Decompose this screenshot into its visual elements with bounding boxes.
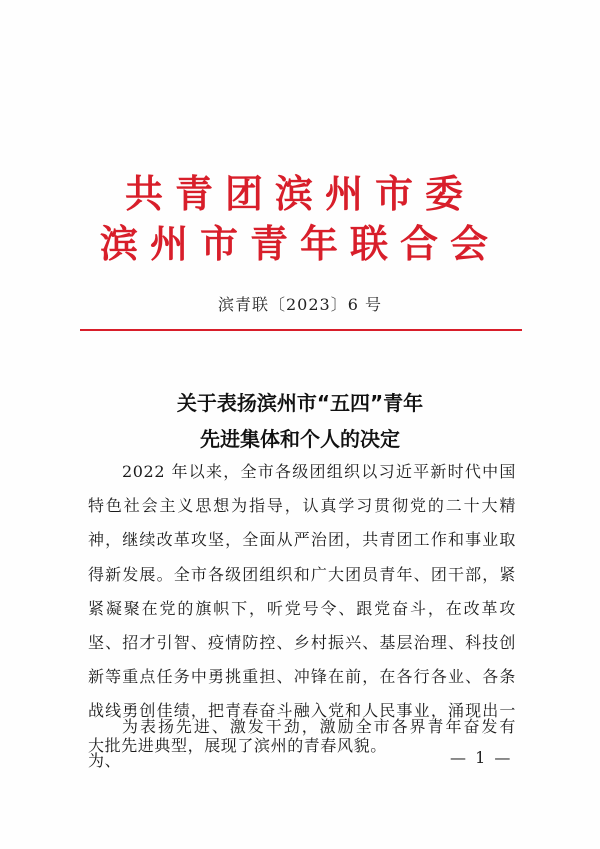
document-title-line-1: 关于表扬滨州市“五四”青年 <box>176 391 424 415</box>
document-number: 滨青联〔2023〕6 号 <box>218 295 382 314</box>
body-paragraph-2: 为表扬先进、激发干劲，激励全市各界青年奋发有为、 <box>88 717 516 771</box>
document-title-line-2: 先进集体和个人的决定 <box>200 427 400 451</box>
page-number: — 1 — <box>450 748 513 767</box>
issuer-name-line-1: 共青团滨州市委 <box>124 172 475 216</box>
red-divider-line <box>80 329 522 331</box>
issuer-name-line-2: 滨州市青年联合会 <box>99 222 500 266</box>
body-paragraph-1: 2022 年以来，全市各级团组织以习近平新时代中国特色社会主义思想为指导，认真学习贯彻党的二十大精神，继续改革攻坚，全面从严治团，共青团工作和事业取得新发展。全市各级团组织和广大团员青年、团干部，紧紧凝聚在党的旗帜下，听党号令、跟党奋斗，在改革攻坚、招才引智、疫情防控、乡村振兴、基层治理、科技创新等重点任务中勇挑重担、冲锋在前，在各行各业、各条战线勇创佳绩，把青春奋斗融入党和人民事业，涌现出一大批先进典型，展现了滨州的青春风貌。 <box>88 462 516 755</box>
